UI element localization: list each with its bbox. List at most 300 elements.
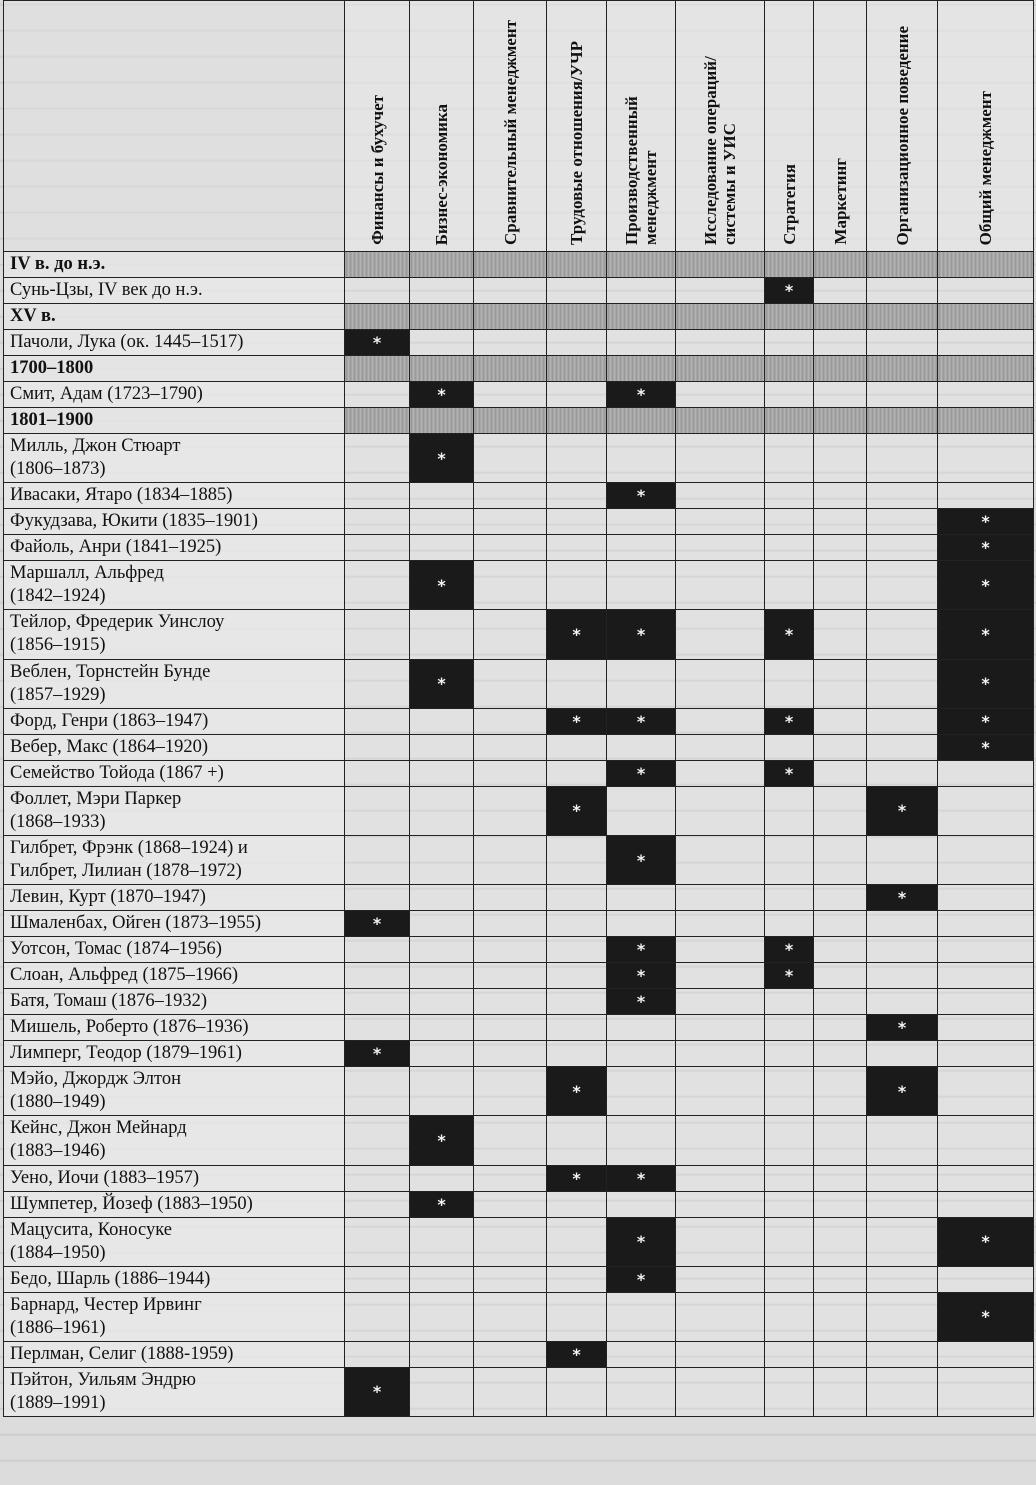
empty-cell [345,1165,410,1191]
empty-cell [867,278,938,304]
empty-cell [814,1292,867,1341]
empty-cell [345,1067,410,1116]
empty-cell [607,1341,676,1367]
person-row [4,989,1034,1015]
empty-cell [814,1041,867,1067]
empty-cell [547,509,607,535]
period-band-cell [938,408,1034,434]
empty-cell [867,911,938,937]
empty-cell [765,509,814,535]
person-name: Вебер, Макс (1864–1920) [4,734,345,760]
empty-cell [676,734,765,760]
empty-cell [867,659,938,708]
empty-cell [814,1116,867,1165]
empty-cell [765,786,814,835]
empty-cell [607,1041,676,1067]
empty-cell [474,1191,547,1217]
empty-cell [938,330,1034,356]
contribution-mark: * [607,835,676,884]
period-band-cell [676,356,765,382]
empty-cell [814,483,867,509]
person-row [4,1041,1034,1067]
period-row [4,356,1034,382]
empty-cell [676,330,765,356]
period-label: 1700–1800 [4,356,345,382]
empty-cell [676,708,765,734]
contribution-mark: * [607,382,676,408]
empty-cell [345,1191,410,1217]
contribution-mark: * [867,786,938,835]
empty-cell [938,483,1034,509]
empty-cell [410,610,474,659]
empty-cell [676,1067,765,1116]
empty-cell [607,330,676,356]
column-header [938,1,1034,252]
empty-cell [867,1165,938,1191]
empty-cell [765,734,814,760]
empty-cell [607,1015,676,1041]
person-name: Кейнс, Джон Мейнард (1883–1946) [4,1116,345,1165]
contribution-mark: * [547,1067,607,1116]
empty-cell [676,1116,765,1165]
empty-cell [547,989,607,1015]
contribution-mark: * [765,963,814,989]
column-header [345,1,410,252]
empty-cell [814,535,867,561]
empty-cell [676,760,765,786]
contribution-mark: * [410,561,474,610]
empty-cell [814,1067,867,1116]
empty-cell [814,835,867,884]
empty-cell [345,835,410,884]
person-name: Файоль, Анри (1841–1925) [4,535,345,561]
person-name: Уено, Иочи (1883–1957) [4,1165,345,1191]
person-row [4,963,1034,989]
empty-cell [867,963,938,989]
empty-cell [814,659,867,708]
contribution-mark: * [547,610,607,659]
empty-cell [474,734,547,760]
empty-cell [814,911,867,937]
period-band-cell [547,252,607,278]
empty-cell [814,1191,867,1217]
column-header [547,1,607,252]
contribution-mark: * [547,1165,607,1191]
empty-cell [867,835,938,884]
empty-cell [765,1367,814,1416]
person-row [4,1367,1034,1416]
empty-cell [938,1015,1034,1041]
empty-cell [814,610,867,659]
empty-cell [814,278,867,304]
empty-cell [867,1041,938,1067]
empty-cell [676,434,765,483]
empty-cell [345,1266,410,1292]
empty-cell [938,1041,1034,1067]
empty-cell [938,835,1034,884]
empty-cell [474,1367,547,1416]
empty-cell [474,610,547,659]
empty-cell [474,911,547,937]
period-band-cell [607,408,676,434]
person-name: Пэйтон, Уильям Эндрю (1889–1991) [4,1367,345,1416]
person-row [4,434,1034,483]
empty-cell [474,937,547,963]
empty-cell [410,1292,474,1341]
empty-cell [410,1266,474,1292]
empty-cell [676,1015,765,1041]
empty-cell [867,760,938,786]
contribution-mark: * [607,937,676,963]
empty-cell [676,483,765,509]
empty-cell [345,786,410,835]
contribution-mark: * [765,708,814,734]
empty-cell [867,1266,938,1292]
contribution-mark: * [867,885,938,911]
empty-cell [814,989,867,1015]
empty-cell [410,1341,474,1367]
empty-cell [814,561,867,610]
empty-cell [547,1217,607,1266]
person-row [4,1266,1034,1292]
empty-cell [345,535,410,561]
person-name: Батя, Томаш (1876–1932) [4,989,345,1015]
empty-cell [814,330,867,356]
empty-cell [814,708,867,734]
period-band-cell [474,356,547,382]
person-name: Фукудзава, Юкити (1835–1901) [4,509,345,535]
empty-cell [676,535,765,561]
empty-cell [474,1041,547,1067]
empty-cell [474,708,547,734]
empty-cell [676,1266,765,1292]
empty-cell [547,835,607,884]
empty-cell [345,610,410,659]
contribution-mark: * [607,963,676,989]
empty-cell [547,330,607,356]
empty-cell [345,734,410,760]
empty-cell [676,561,765,610]
period-band-cell [765,304,814,330]
period-band-cell [474,304,547,330]
person-name: Милль, Джон Стюарт (1806–1873) [4,434,345,483]
empty-cell [938,989,1034,1015]
empty-cell [765,1292,814,1341]
empty-cell [474,885,547,911]
empty-cell [938,1067,1034,1116]
person-name: Смит, Адам (1723–1790) [4,382,345,408]
empty-cell [607,1367,676,1416]
empty-cell [474,659,547,708]
empty-cell [765,1217,814,1266]
empty-cell [345,382,410,408]
period-band-cell [938,304,1034,330]
empty-cell [607,786,676,835]
empty-cell [474,1067,547,1116]
person-name: Гилбрет, Фрэнк (1868–1924) и Гилбрет, Лилиан (1878–1972) [4,835,345,884]
contribution-mark: * [607,610,676,659]
empty-cell [765,1165,814,1191]
person-row [4,760,1034,786]
empty-cell [547,535,607,561]
column-header-label: Финансы и бухучет [367,95,387,245]
header-corner [4,1,345,252]
period-band-cell [938,252,1034,278]
contribution-mark: * [345,1367,410,1416]
period-label: IV в. до н.э. [4,252,345,278]
empty-cell [607,509,676,535]
empty-cell [938,1367,1034,1416]
empty-cell [607,1191,676,1217]
person-row [4,786,1034,835]
person-name: Семейство Тойода (1867 +) [4,760,345,786]
empty-cell [676,278,765,304]
empty-cell [410,1041,474,1067]
empty-cell [938,937,1034,963]
empty-cell [765,1067,814,1116]
empty-cell [474,535,547,561]
period-band-cell [814,356,867,382]
empty-cell [676,786,765,835]
empty-cell [867,1292,938,1341]
period-band-cell [765,408,814,434]
contribution-mark: * [547,1341,607,1367]
period-band-cell [867,408,938,434]
contribution-mark: * [938,561,1034,610]
period-row [4,252,1034,278]
period-band-cell [345,356,410,382]
contribution-mark: * [607,1217,676,1266]
contribution-mark: * [410,659,474,708]
empty-cell [765,483,814,509]
person-name: Перлман, Селиг (1888-1959) [4,1341,345,1367]
empty-cell [814,937,867,963]
empty-cell [867,535,938,561]
empty-cell [938,963,1034,989]
person-name: Шмаленбах, Ойген (1873–1955) [4,911,345,937]
column-header-label: Общий менеджмент [976,90,995,245]
contribution-mark: * [938,1217,1034,1266]
empty-cell [867,382,938,408]
period-band-cell [814,408,867,434]
empty-cell [938,434,1034,483]
empty-cell [607,1067,676,1116]
header-row [4,1,1034,252]
period-row [4,304,1034,330]
empty-cell [345,278,410,304]
person-row [4,1191,1034,1217]
empty-cell [765,885,814,911]
empty-cell [410,1217,474,1266]
contribution-mark: * [410,1116,474,1165]
period-band-cell [547,356,607,382]
empty-cell [765,561,814,610]
empty-cell [547,382,607,408]
empty-cell [676,937,765,963]
person-row [4,1015,1034,1041]
person-name: Мэйо, Джордж Элтон (1880–1949) [4,1067,345,1116]
empty-cell [547,1015,607,1041]
period-band-cell [607,356,676,382]
person-name: Левин, Курт (1870–1947) [4,885,345,911]
period-band-cell [410,408,474,434]
empty-cell [474,963,547,989]
empty-cell [547,561,607,610]
empty-cell [410,835,474,884]
period-band-cell [474,252,547,278]
empty-cell [547,1116,607,1165]
person-row [4,659,1034,708]
empty-cell [676,885,765,911]
period-band-cell [607,304,676,330]
contribution-mark: * [410,382,474,408]
empty-cell [867,989,938,1015]
empty-cell [814,1266,867,1292]
empty-cell [547,659,607,708]
contribution-mark: * [607,1165,676,1191]
empty-cell [607,911,676,937]
empty-cell [765,535,814,561]
contribution-mark: * [765,937,814,963]
column-header [676,1,765,252]
period-band-cell [938,356,1034,382]
empty-cell [676,1367,765,1416]
column-header [410,1,474,252]
person-row [4,1116,1034,1165]
contribution-mark: * [867,1015,938,1041]
person-row [4,610,1034,659]
empty-cell [867,509,938,535]
empty-cell [345,963,410,989]
empty-cell [676,1217,765,1266]
person-name: Уотсон, Томас (1874–1956) [4,937,345,963]
empty-cell [474,1292,547,1341]
contribution-mark: * [938,610,1034,659]
empty-cell [345,659,410,708]
empty-cell [607,561,676,610]
empty-cell [814,963,867,989]
person-row [4,1067,1034,1116]
empty-cell [345,1217,410,1266]
empty-cell [765,382,814,408]
empty-cell [547,1041,607,1067]
empty-cell [345,1015,410,1041]
empty-cell [547,734,607,760]
empty-cell [765,1191,814,1217]
person-name: Слоан, Альфред (1875–1966) [4,963,345,989]
empty-cell [867,1217,938,1266]
empty-cell [938,911,1034,937]
period-band-cell [345,252,410,278]
period-row [4,408,1034,434]
empty-cell [474,278,547,304]
empty-cell [547,1367,607,1416]
person-name: Форд, Генри (1863–1947) [4,708,345,734]
empty-cell [547,278,607,304]
person-row [4,885,1034,911]
empty-cell [410,330,474,356]
empty-cell [867,610,938,659]
period-band-cell [345,408,410,434]
empty-cell [474,1217,547,1266]
contribution-mark: * [607,1266,676,1292]
empty-cell [814,1015,867,1041]
contributions-matrix [3,0,1034,1417]
empty-cell [765,835,814,884]
period-label: XV в. [4,304,345,330]
empty-cell [867,561,938,610]
person-name: Пачоли, Лука (ок. 1445–1517) [4,330,345,356]
person-name: Тейлор, Фредерик Уинслоу (1856–1915) [4,610,345,659]
period-label: 1801–1900 [4,408,345,434]
empty-cell [410,1367,474,1416]
empty-cell [345,1292,410,1341]
empty-cell [410,760,474,786]
empty-cell [474,989,547,1015]
empty-cell [676,963,765,989]
empty-cell [547,760,607,786]
empty-cell [410,535,474,561]
contribution-mark: * [345,330,410,356]
empty-cell [676,509,765,535]
column-header-label: Маркетинг [830,158,850,245]
contribution-mark: * [765,278,814,304]
empty-cell [676,382,765,408]
empty-cell [410,278,474,304]
column-header [607,1,676,252]
empty-cell [814,786,867,835]
empty-cell [410,509,474,535]
empty-cell [474,434,547,483]
contribution-mark: * [547,786,607,835]
period-band-cell [676,252,765,278]
person-row [4,1165,1034,1191]
empty-cell [345,434,410,483]
empty-cell [938,760,1034,786]
empty-cell [607,1116,676,1165]
contribution-mark: * [345,911,410,937]
column-header-label: Сравнительный менеджмент [500,20,520,245]
empty-cell [867,708,938,734]
column-header-label: Исследование операций/системы и УИС [701,56,739,245]
empty-cell [474,509,547,535]
period-band-cell [814,252,867,278]
empty-cell [676,1292,765,1341]
empty-cell [410,1015,474,1041]
empty-cell [938,885,1034,911]
empty-cell [765,659,814,708]
empty-cell [345,561,410,610]
empty-cell [814,1341,867,1367]
person-row [4,535,1034,561]
empty-cell [867,734,938,760]
empty-cell [474,1341,547,1367]
empty-cell [410,483,474,509]
column-header [765,1,814,252]
empty-cell [547,937,607,963]
empty-cell [410,963,474,989]
empty-cell [938,382,1034,408]
empty-cell [547,434,607,483]
person-row [4,1341,1034,1367]
empty-cell [547,1292,607,1341]
empty-cell [474,382,547,408]
person-row [4,1292,1034,1341]
contribution-mark: * [547,708,607,734]
empty-cell [345,483,410,509]
contribution-mark: * [938,659,1034,708]
person-row [4,483,1034,509]
